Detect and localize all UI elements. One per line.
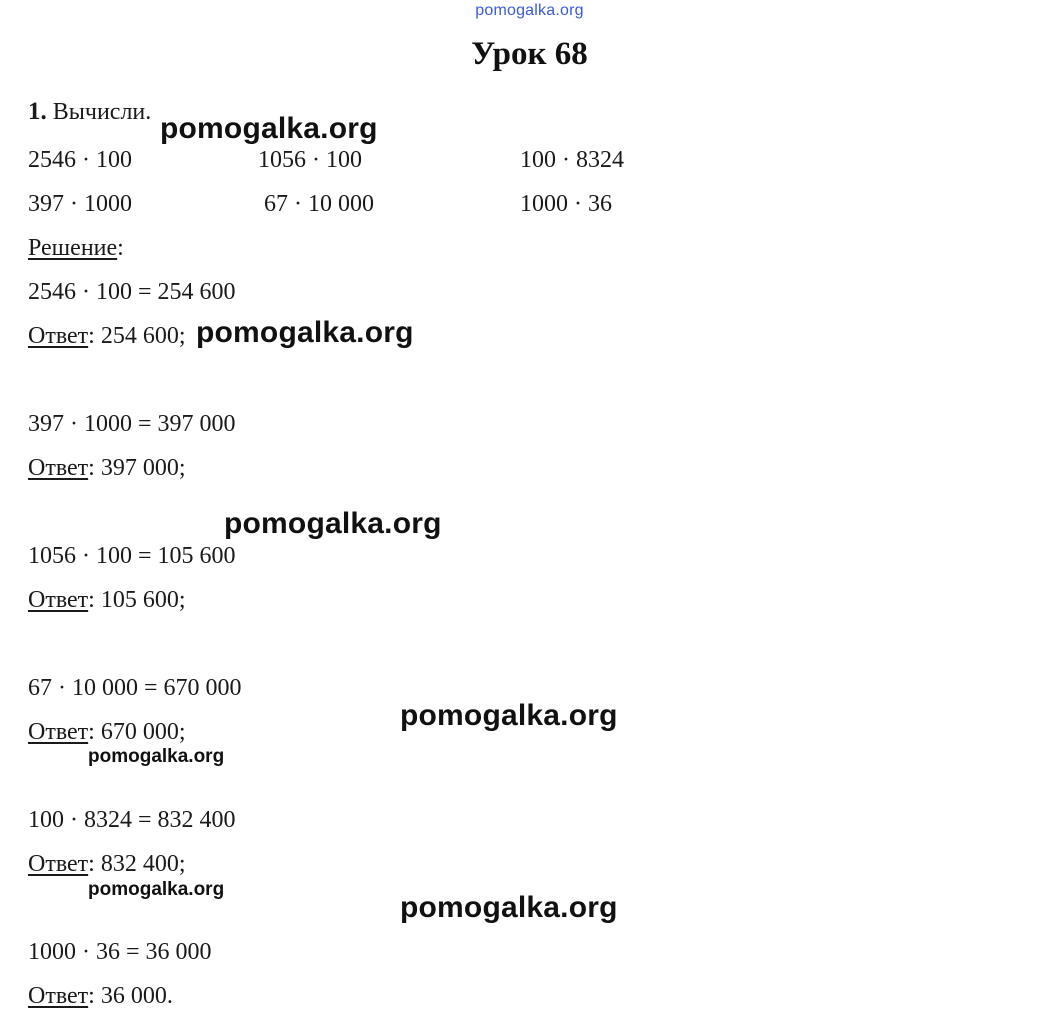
expression-4: 397 · 1000: [28, 191, 132, 217]
answer-line-2: [28, 455, 186, 482]
watermark: pomogalka.org: [160, 112, 378, 145]
answer-label: Ответ: [28, 719, 89, 745]
watermark: pomogalka.org: [88, 879, 225, 900]
task-number: 1.: [28, 98, 47, 125]
answer-label: Ответ: [28, 587, 89, 613]
solution-equation-3: 1056 · 100 = 105 600: [28, 543, 236, 569]
answer-value: : 36 000.: [88, 983, 173, 1009]
solution-label-colon: :: [117, 235, 124, 261]
expression-1: 2546 · 100: [28, 147, 132, 173]
watermark: pomogalka.org: [196, 316, 414, 349]
answer-value: : 105 600;: [88, 587, 186, 613]
answer-value: : 254 600;: [88, 323, 186, 349]
answer-label: Ответ: [28, 323, 89, 349]
solution-equation-4: 67 · 10 000 = 670 000: [28, 675, 242, 701]
watermark: pomogalka.org: [88, 746, 225, 767]
answer-line-4: [28, 719, 186, 746]
watermark: pomogalka.org: [400, 699, 618, 732]
solution-label: [28, 235, 124, 262]
answer-label: Ответ: [28, 455, 89, 481]
answer-label: Ответ: [28, 851, 89, 877]
watermark: pomogalka.org: [400, 891, 618, 924]
answer-label: Ответ: [28, 983, 89, 1009]
expression-2: 1056 · 100: [258, 147, 362, 173]
solution-equation-1: 2546 · 100 = 254 600: [28, 279, 236, 305]
answer-value: : 832 400;: [88, 851, 186, 877]
expression-6: 1000 · 36: [520, 191, 612, 217]
solution-equation-6: 1000 · 36 = 36 000: [28, 939, 212, 965]
page-title: Урок 68: [471, 36, 588, 72]
top-watermark: pomogalka.org: [475, 2, 584, 19]
watermark: pomogalka.org: [224, 507, 442, 540]
task-text: Вычисли.: [52, 99, 152, 125]
expression-3: 100 · 8324: [520, 147, 624, 173]
expression-5: 67 · 10 000: [264, 191, 374, 217]
task-heading: [28, 98, 151, 126]
solution-equation-5: 100 · 8324 = 832 400: [28, 807, 236, 833]
answer-line-6: [28, 983, 173, 1010]
answer-line-5: [28, 851, 186, 878]
answer-value: : 670 000;: [88, 719, 186, 745]
answer-line-1: [28, 323, 186, 350]
solution-equation-2: 397 · 1000 = 397 000: [28, 411, 236, 437]
answer-value: : 397 000;: [88, 455, 186, 481]
answer-line-3: [28, 587, 186, 614]
solution-label-text: Решение: [28, 235, 118, 261]
